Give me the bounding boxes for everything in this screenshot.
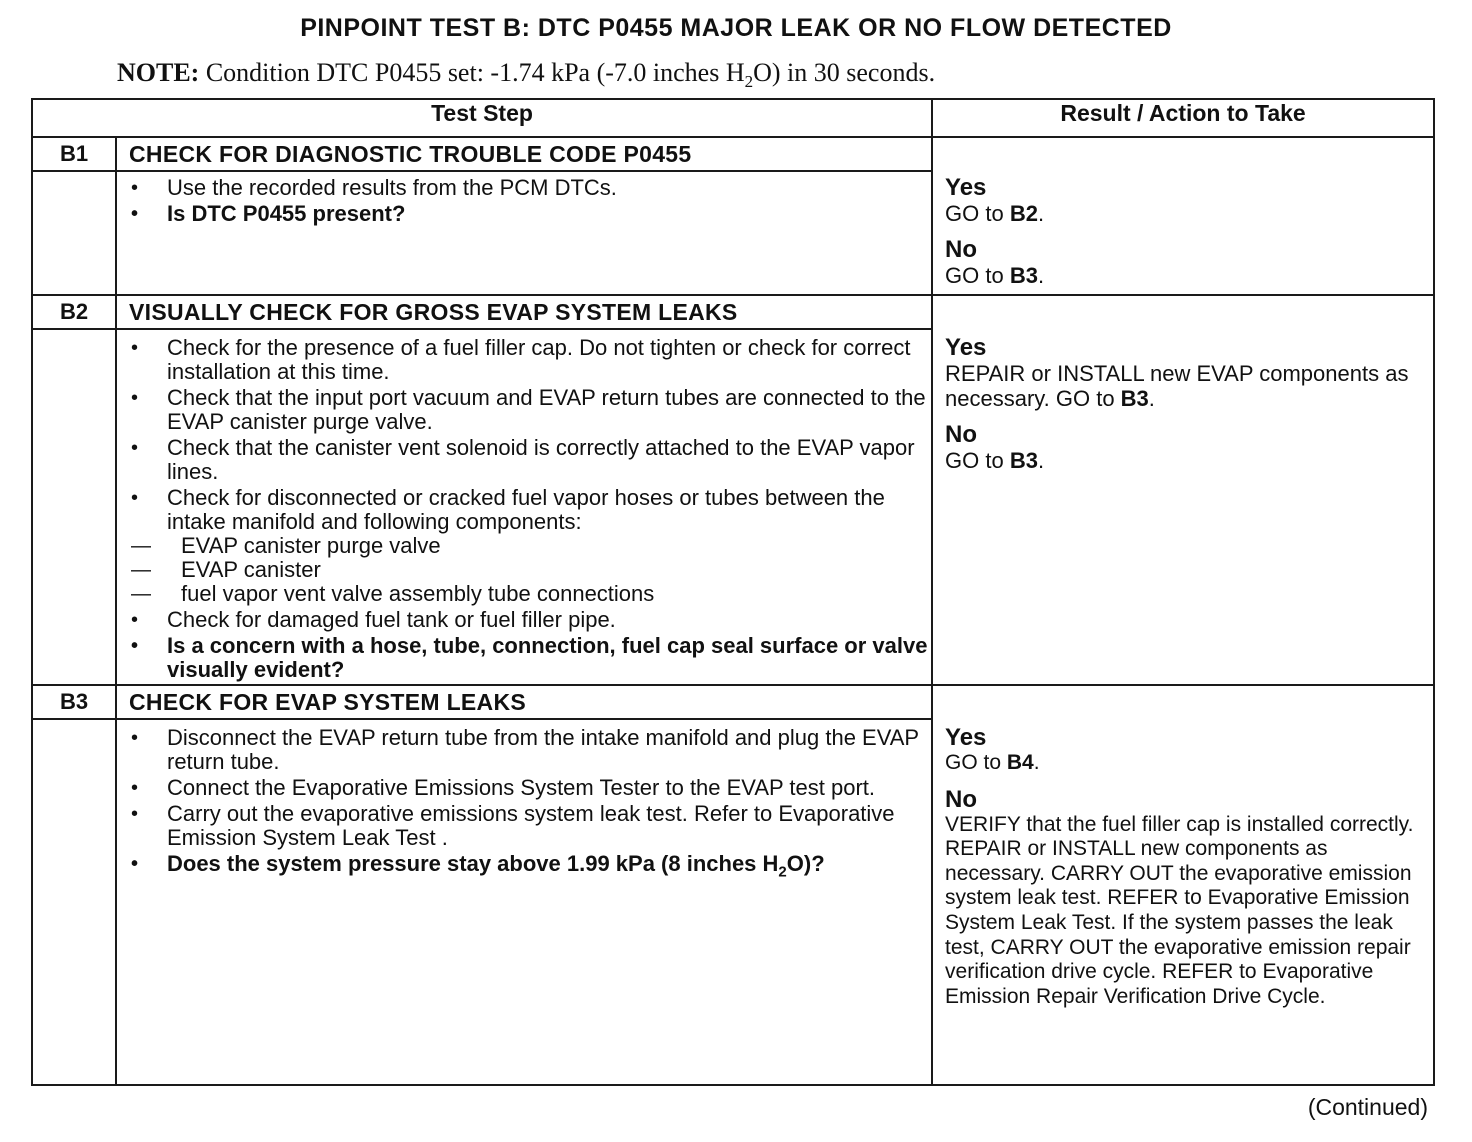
yes-label: Yes xyxy=(945,174,987,201)
step-b1-title-row xyxy=(32,137,1434,171)
sub-list-item: — fuel vapor vent valve assembly tube connections xyxy=(131,582,931,606)
list-item: • Check for damaged fuel tank or fuel filler pipe. xyxy=(131,608,931,632)
step-b2-title-row xyxy=(32,295,1434,329)
step-spacer xyxy=(32,719,116,1085)
list-item: • Carry out the evaporative emissions system leak test. Refer to Evaporative Emission System Leak Test . xyxy=(131,802,931,850)
list-item-question: • Does the system pressure stay above 1.99 kPa (8 inches $H_2O$)? xyxy=(131,852,931,884)
yes-label: Yes xyxy=(945,724,987,751)
no-label: No xyxy=(945,236,978,263)
yes-action: GO to B2. xyxy=(945,201,1045,226)
condition-note xyxy=(117,58,935,92)
list-item: • Check that the canister vent solenoid is correctly attached to the EVAP vapor lines. xyxy=(131,436,931,484)
no-label: No xyxy=(945,421,978,448)
yes-action: GO to B4. xyxy=(945,751,1040,774)
no-action: GO to B3. xyxy=(945,448,1045,473)
no-label: No xyxy=(945,785,978,813)
note-subscript: 2 xyxy=(744,72,754,92)
header-result: Result / Action to Take xyxy=(932,99,1434,137)
list-item: • Check for the presence of a fuel filler cap. Do not tighten or check for correct installation at this time. xyxy=(131,336,931,384)
step-b1-result xyxy=(932,137,1434,295)
step-id: B2 xyxy=(32,295,116,329)
sub-list-item: — EVAP canister xyxy=(131,558,931,582)
continued-label: (Continued) xyxy=(1307,1094,1428,1120)
list-item: • Check that the input port vacuum and EVAP return tubes are connected to the EVAP canister purge valve. xyxy=(131,386,931,434)
step-id: B3 xyxy=(32,685,116,719)
no-action: GO to B3. xyxy=(945,263,1045,288)
step-b3-title-row xyxy=(32,685,1434,719)
step-id: B1 xyxy=(32,137,116,171)
header-test-step: Test Step xyxy=(32,99,932,137)
step-b2-body xyxy=(116,329,932,685)
step-spacer xyxy=(32,329,116,685)
list-item-question: • Is DTC P0455 present? xyxy=(131,202,931,226)
note-text: Condition DTC P0455 set: -1.74 kPa (-7.0 inches H xyxy=(199,58,745,87)
list-item: • Disconnect the EVAP return tube from the intake manifold and plug the EVAP return tube. xyxy=(131,726,931,774)
step-b3-result xyxy=(932,685,1434,1085)
note-text-end: O) in 30 seconds. xyxy=(753,58,936,87)
pinpoint-test-table xyxy=(31,98,1435,1086)
step-b1-body xyxy=(116,171,932,295)
page-title: PINPOINT TEST B: DTC P0455 MAJOR LEAK OR NO FLOW DETECTED xyxy=(300,14,1172,42)
step-title: CHECK FOR EVAP SYSTEM LEAKS xyxy=(116,685,932,719)
note-label: NOTE: xyxy=(117,58,200,87)
list-item: • Use the recorded results from the PCM DTCs. xyxy=(131,176,931,200)
step-title: VISUALLY CHECK FOR GROSS EVAP SYSTEM LEAKS xyxy=(116,295,932,329)
yes-label: Yes xyxy=(945,334,987,361)
sub-list-item: — EVAP canister purge valve xyxy=(131,534,931,558)
table-header-row xyxy=(32,99,1434,137)
step-spacer xyxy=(32,171,116,295)
no-action: VERIFY that the fuel filler cap is installed correctly. REPAIR or INSTALL new components as necessary. CARRY OUT the evaporative emission system leak test. REFER to Evaporative Emission System Leak Test. If the system passes the leak test, CARRY OUT the evaporative emission repair verification drive cycle. REFER to Evaporative Emission Repair Verification Drive Cycle. xyxy=(945,812,1414,1008)
list-item: • Connect the Evaporative Emissions System Tester to the EVAP test port. xyxy=(131,776,931,800)
step-b2-result xyxy=(932,295,1434,685)
step-b3-body xyxy=(116,719,932,1085)
list-item-question: • Is a concern with a hose, tube, connection, fuel cap seal surface or valve visually evident? xyxy=(131,634,931,682)
step-title: CHECK FOR DIAGNOSTIC TROUBLE CODE P0455 xyxy=(116,137,932,171)
list-item: • Check for disconnected or cracked fuel vapor hoses or tubes between the intake manifold and following components: — EVAP canister purge valve — EVAP canister — fuel vapor vent valve assembly tube connections xyxy=(131,486,931,606)
yes-action: REPAIR or INSTALL new EVAP components as necessary. GO to B3. xyxy=(945,361,1409,411)
